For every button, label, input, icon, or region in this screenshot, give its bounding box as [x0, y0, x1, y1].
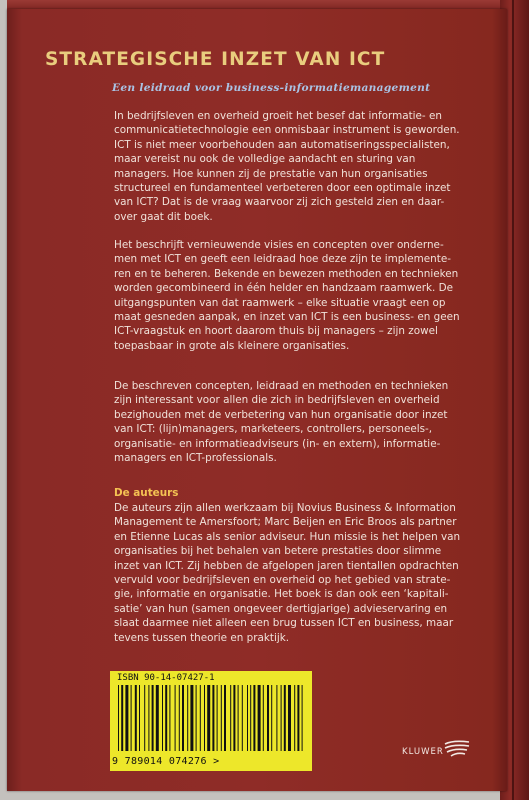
paragraph-approach: Het beschrijft vernieuwende visies en concepten over onderne- men met ICT en geeft een leidraad hoe deze zijn te implemente- ren en te beheren. Bekende en bewezen methoden en technieken worden gecombineerd in één helder en handzaam raamwerk. De uitgangspunten van dat raamwerk – elke situatie vraagt een op maat gesneden aanpak, en inzet van ICT is een business- en geen ICT-vraagstuk en hoort daarom thuis bij managers – zijn zowel toepasbaar in grote als kleinere organisaties. — [114, 239, 460, 352]
paragraph-authors: De auteurs zijn allen werkzaam bij Novius Business & Information Management te Amersfoort; Marc Beijen en Eric Broos als partner en Etienne Lucas als senior adviseur. Hun missie is het helpen van organisaties bij het behalen van betere prestaties door slimme inzet van ICT. Zij hebben de afgelopen jaren tientallen opdrachten vervuld voor bedrijfsleven en overheid op het gebied van strate- gie, informatie en organisatie. Het boek is dan ook een ‘kapitali- satie’ van hun (samen ongeveer dertigjarige) advieservaring en slaat daarmee niet alleen een brug tussen ICT en business, maar tevens tussen theorie en praktijk. — [114, 502, 461, 644]
kluwer-wave-logo-icon — [443, 740, 471, 758]
book-title: STRATEGISCHE INZET VAN ICT — [45, 49, 386, 70]
paragraph-audience: De beschreven concepten, leidraad en methoden en technieken zijn interessant voor allen die zich in bedrijfsleven en overheid bezighouden met de verbetering van hun organisatie door inzet van ICT: (lijn)managers, marketeers, controllers, personeels-, organisatie- en informatieadviseurs (in- en extern), informatie- managers en ICT-professionals. — [114, 380, 449, 465]
publisher-name: KLUWER — [402, 747, 444, 757]
barcode-icon — [118, 685, 304, 751]
book-subtitle: Een leidraad voor business-informatiemanagement — [112, 82, 431, 94]
paragraph-intro: In bedrijfsleven en overheid groeit het besef dat informatie- en communicatietechnologie een onmisbaar instrument is geworden. ICT is niet meer voorbehouden aan automatiseringsspecialisten, maar vereist nu ook de volledige aandacht en sturing van managers. Hoe kunnen zij de prestatie van hun organisaties structureel en fundamenteel verbeteren door een optimale inzet van ICT? Dat is de vraag waarvoor zij zich gesteld zien en daar- over gaat dit boek. — [114, 110, 460, 223]
isbn-number: ISBN 90-14-07427-1 — [117, 673, 215, 683]
barcode-number: 9 789014 074276 > — [112, 756, 220, 767]
authors-heading: De auteurs — [114, 487, 179, 499]
barcode-sticker — [110, 671, 312, 771]
